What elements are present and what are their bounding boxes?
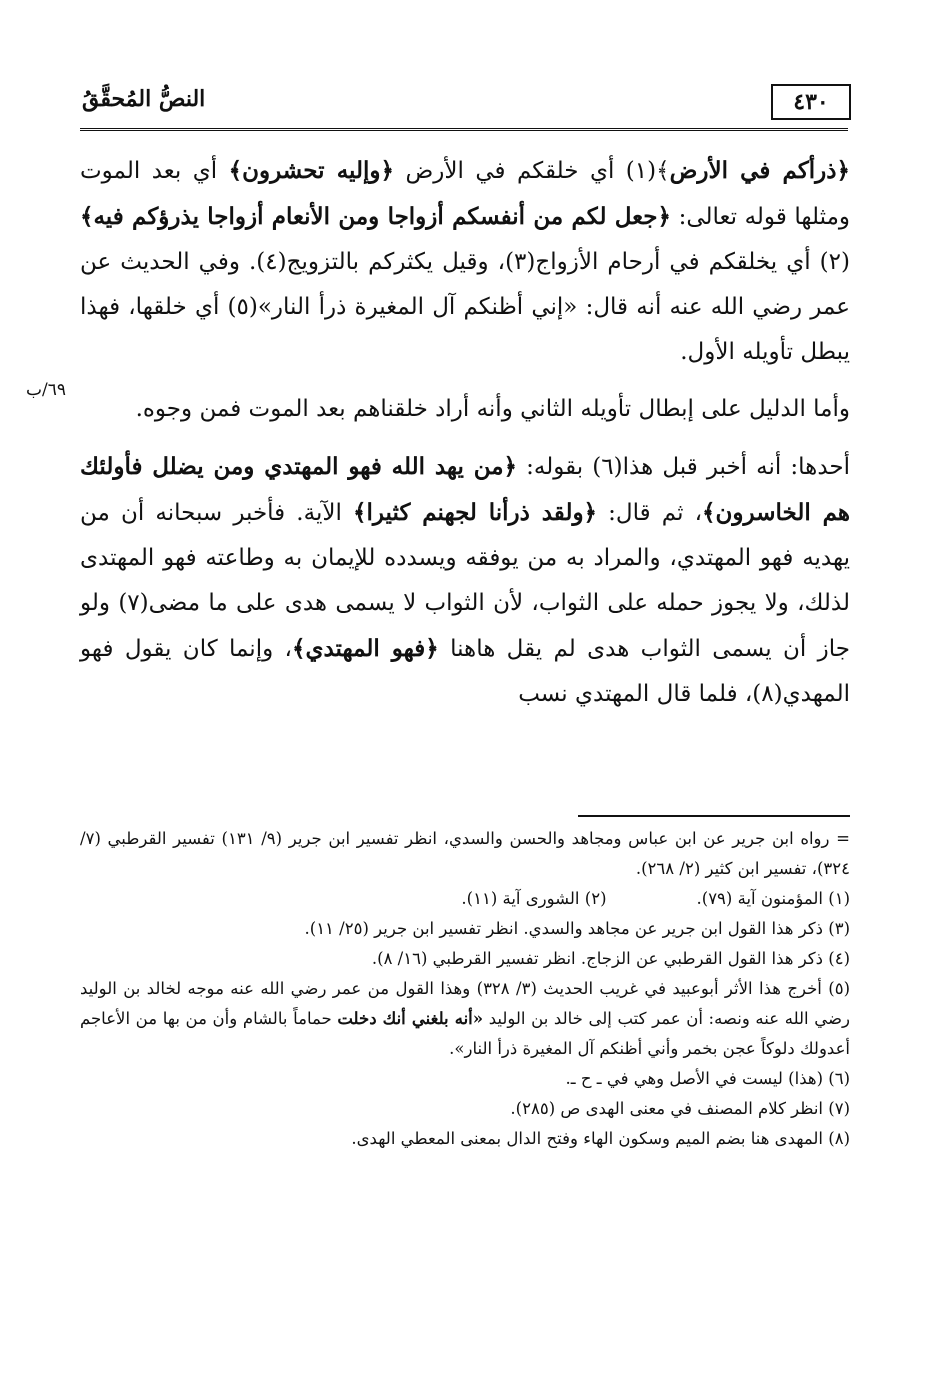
footnote-pair: [80, 884, 850, 914]
text-run: ﴾(١) أي خلقكم في الأرض: [393, 158, 670, 184]
paragraph-2: وأما الدليل على إبطال تأويله الثاني وأنه أراد خلقناهم بعد الموت فمن وجوه.: [135, 396, 850, 422]
text-run: ، ثم قال:: [597, 500, 703, 526]
page-number-box: [771, 84, 851, 120]
quran-verse: ﴿ولقد ذرأنا لجهنم كثيرا﴾: [353, 499, 598, 526]
footnotes: [80, 824, 850, 1154]
quran-fragment: ﴿ذرأكم في الأرض: [669, 157, 850, 184]
quran-verse: ﴿وإليه تحشرون﴾: [228, 157, 394, 184]
footnote-1: (١) المؤمنون آية (٧٩).: [696, 889, 850, 908]
footnote-4: (٤) ذكر هذا القول القرطبي عن الزجاج. انظر تفسير القرطبي (١٦/ ٨).: [371, 949, 850, 968]
quran-verse: ﴿من يهد الله فهو المهتدي ومن يضلل فأولئك هم الخاسرون﴾: [80, 453, 851, 526]
margin-note-wrap: [0, 380, 66, 410]
text-run: (٢) أي يخلقكم في أرحام الأزواج(٣)، وقيل يكثركم بالتزويج(٤). وفي الحديث عن عمر رضي الله عنه أنه قال: «إني أظنكم آل المغيرة ذرأ النار»(٥) أي خلقها، فهذا يبطل تأويله الأول.: [80, 249, 851, 365]
footnote-6: (٦) (هذا) ليست في الأصل وهي في ـ ح ـ.: [565, 1069, 850, 1088]
footnote-5-rest: حماماً بالشام وأن من بها من الأعاجم أعدولك دلوكاً عجن بخمر وأني أظنكم آل المغيرة ذرأ النار».: [80, 1009, 850, 1058]
footnote-8: (٨) المهدى هنا بضم الميم وسكون الهاء وفتح الدال بمعنى المعطي الهدى.: [351, 1129, 850, 1148]
text-run: أي بعد الموت ومثلها قوله تعالى:: [80, 158, 850, 230]
text-run: ، وإنما كان يقول فهو المهدي(٨)، فلما قال المهتدي نسب: [80, 636, 850, 707]
footnote-5-text: (٥) أخرج هذا الأثر أبوعبيد في غريب الحديث (٣/ ٣٢٨) وهذا القول من عمر رضي الله عنه موجه لخالد بن الوليد رضي الله عنه ونصه: أن عمر كتب إلى خالد بن الوليد: [80, 979, 850, 1028]
footnote-7: (٧) انظر كلام المصنف في معنى الهدى ص (٢٨٥).: [510, 1099, 850, 1118]
footnote-5-quote: «أنه بلغني أنك دخلت: [337, 1009, 484, 1028]
margin-note: ٦٩/ب: [26, 380, 66, 400]
header-rule: [80, 128, 848, 131]
footnote-5: [80, 974, 850, 1064]
paragraph-3: [80, 444, 850, 717]
running-title: النصُّ المُحقَّقُ: [82, 86, 206, 112]
footnote-rule: [578, 815, 850, 817]
footnote-2: (٢) الشورى آية (١١).: [461, 889, 607, 908]
page-number: ٤٣٠: [793, 89, 829, 115]
quran-verse: ﴿جعل لكم من أنفسكم أزواجا ومن الأنعام أزواجا يذرؤكم فيه﴾: [80, 203, 671, 230]
footnote-3: (٣) ذكر هذا القول ابن جرير عن مجاهد والسدي. انظر تفسير ابن جرير (٢٥/ ١١).: [304, 919, 850, 938]
footnote-continuation: = رواه ابن جرير عن ابن عباس ومجاهد والحسن والسدي، انظر تفسير ابن جرير (٩/ ١٣١) تفسير القرطبي (٧/ ٣٢٤)، تفسير ابن كثير (٢/ ٢٦٨).: [80, 829, 850, 878]
main-text: [80, 148, 850, 717]
text-run: أحدها: أنه أخبر قبل هذا(٦) بقوله:: [517, 454, 850, 480]
text-run: الآية. فأخبر سبحانه أن من يهديه فهو المهتدي، والمراد به من يوفقه ويسدده للإيمان به وطاعته فهو المهتدى لذلك، ولا يجوز حمله على الثواب، لأن الثواب لا يسمى هدى على ما مضى(٧) ولو جاز أن يسمى الثواب هدى لم يقل هاهنا: [80, 500, 851, 662]
quran-verse: ﴿فهو المهتدي﴾: [291, 635, 439, 662]
paragraph-1: [80, 148, 850, 375]
